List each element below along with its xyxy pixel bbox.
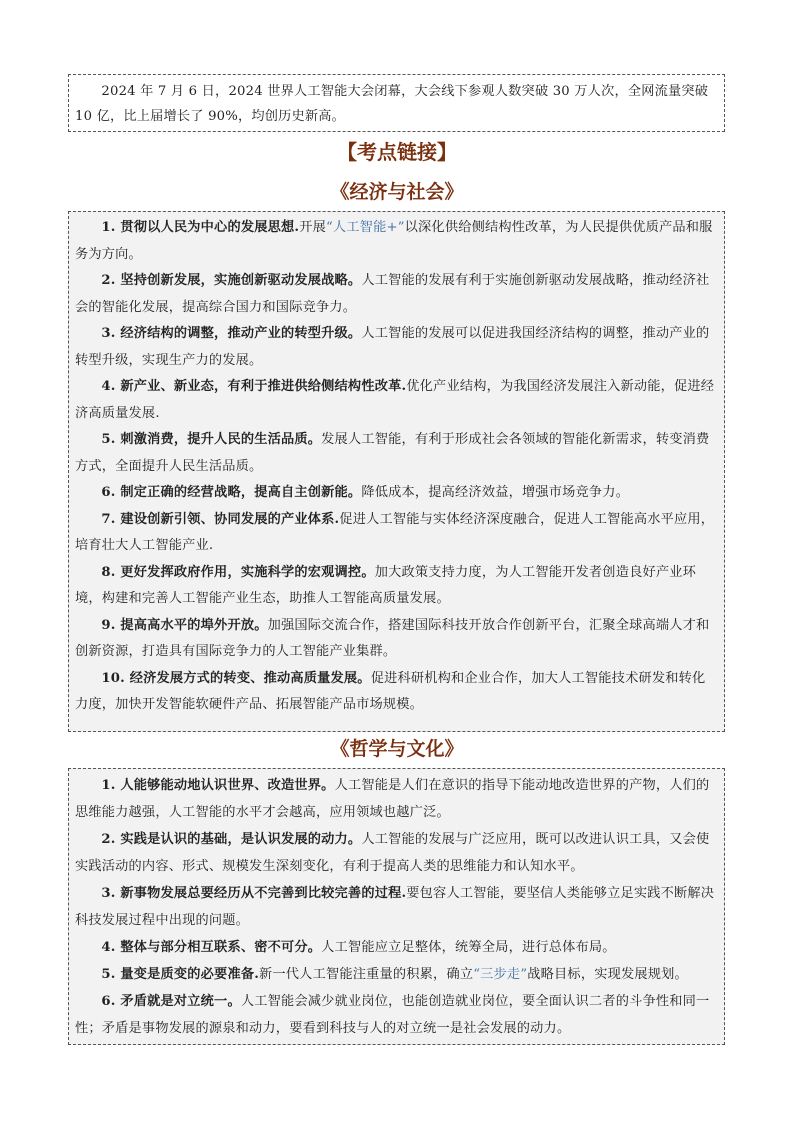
item-bold-text: 1. 人能够能动地认识世界、改造世界。 (101, 778, 335, 793)
economics-item (75, 613, 718, 666)
item-text: 人工智能会减少就业岗位，也能创造就业岗位，要全面认识二者的斗争性和同一性；矛盾是事物发展的源泉和动力，要看到科技与人的对立统一是社会发展的动力。 (75, 994, 710, 1036)
item-text: 战略目标，实现发展规划。 (527, 967, 688, 982)
item-highlight: “人工智能+” (325, 220, 405, 235)
intro-text: 2024 年 7 月 6 日，2024 世界人工智能大会闭幕，大会线下参观人数突破 30 万人次，全网流量突破 10 亿，比上届增长了 90%，均创历史新高。 (75, 84, 709, 124)
item-text: 人工智能是人们在意识的指导下能动地改造世界的产物，人们的思维能力越强，人工智能的水平才会越高，应用领域也越广泛。 (75, 778, 710, 820)
item-text: 优化产业结构，为我国经济发展注入新动能，促进经济高质量发展. (75, 379, 715, 421)
intro-box (68, 74, 725, 132)
item-bold-text: 9. 提高高水平的埠外开放。 (101, 617, 268, 633)
economics-item (75, 321, 718, 374)
philosophy-title: 《哲学与文化》 (330, 738, 464, 760)
philosophy-item (75, 826, 718, 880)
item-text: 人工智能应立足整体，统筹全局，进行总体布局。 (321, 940, 616, 955)
item-bold-text: 1. 贯彻以人民为中心的发展思想. (101, 220, 300, 235)
item-bold-text: 3. 新事物发展总要经历从不完善到比较完善的过程. (101, 886, 407, 901)
economics-item (75, 374, 718, 427)
item-text: 促进人工智能与实体经济深度融合，促进人工智能高水平应用，培育壮大人工智能产业. (75, 511, 715, 553)
economics-box (68, 211, 725, 732)
philosophy-box (68, 768, 725, 1045)
item-text: 降低成本，提高经济效益，增强市场竞争力。 (361, 485, 630, 500)
economics-item (75, 507, 718, 560)
philosophy-item (75, 961, 718, 988)
item-bold-text: 5. 刺激消费，提升人民的生活品质。 (101, 432, 322, 447)
philosophy-item (75, 880, 718, 934)
item-text: 开展 (299, 220, 326, 235)
item-text: 人工智能的发展有利于实施创新驱动发展战略，推动经济社会的智能化发展，提高综合国力和国际竞争力。 (75, 273, 710, 315)
item-text: 加大政策支持力度，为人工智能开发者创造良好产业环境，构建和完善人工智能产业生态，助推人工智能高质量发展。 (75, 564, 697, 606)
item-text: 人工智能的发展与广泛应用，既可以改进认识工具，又会使实践活动的内容、形式、规模发生深刻变化，有利于提高人类的思维能力和认知水平。 (75, 832, 710, 874)
item-bold-text: 4. 新产业、新业态，有利于推进供给侧结构性改革. (101, 379, 407, 394)
economics-item (75, 215, 718, 268)
section-title: 【考点链接】 (337, 140, 457, 164)
item-bold-text: 6. 矛盾就是对立统一。 (101, 994, 241, 1009)
item-text: 促进科研机构和企业合作，加大人工智能技术研发和转化力度，加快开发智能软硬件产品、拓展智能产品市场规模。 (75, 670, 706, 712)
item-highlight: “三步走” (473, 967, 528, 982)
item-text: 以深化供给侧结构性改革，为人民提供优质产品和服务为方向。 (75, 220, 713, 262)
item-bold-text: 10. 经济发展方式的转变、推动高质量发展。 (101, 670, 371, 686)
philosophy-item (75, 772, 718, 826)
item-text: 人工智能的发展可以促进我国经济结构的调整，推动产业的转型升级，实现生产力的发展。 (75, 326, 710, 368)
economics-item (75, 480, 718, 507)
economics-title: 《经济与社会》 (330, 181, 464, 203)
economics-item (75, 560, 718, 613)
economics-item (75, 268, 718, 321)
item-bold-text: 4. 整体与部分相互联系、密不可分。 (101, 940, 322, 955)
item-text: 加强国际交流合作，搭建国际科技开放合作创新平台，汇聚全球高端人才和创新资源，打造具有国际竞争力的人工智能产业集群。 (75, 617, 710, 659)
economics-item (75, 666, 718, 719)
philosophy-item (75, 988, 718, 1042)
item-bold-text: 2. 实践是认识的基础，是认识发展的动力。 (101, 832, 362, 847)
item-bold-text: 3. 经济结构的调整，推动产业的转型升级。 (101, 326, 362, 341)
item-bold-text: 2. 坚持创新发展，实施创新驱动发展战略。 (101, 273, 362, 288)
item-bold-text: 7. 建设创新引领、协同发展的产业体系. (101, 511, 340, 527)
item-text: 发展人工智能，有利于形成社会各领域的智能化新需求，转变消费方式，全面提升人民生活品质。 (75, 432, 710, 474)
item-bold-text: 5. 量变是质变的必要准备. (101, 967, 260, 982)
item-bold-text: 6. 制定正确的经营战略，提高自主创新能。 (101, 485, 362, 500)
item-bold-text: 8. 更好发挥政府作用，实施科学的宏观调控。 (101, 564, 375, 580)
item-text: 新一代人工智能注重量的积累，确立 (259, 967, 474, 982)
item-text: 要包容人工智能，要坚信人类能够立足实践不断解决科技发展过程中出现的问题。 (75, 886, 715, 928)
economics-item (75, 427, 718, 480)
philosophy-item (75, 934, 718, 961)
